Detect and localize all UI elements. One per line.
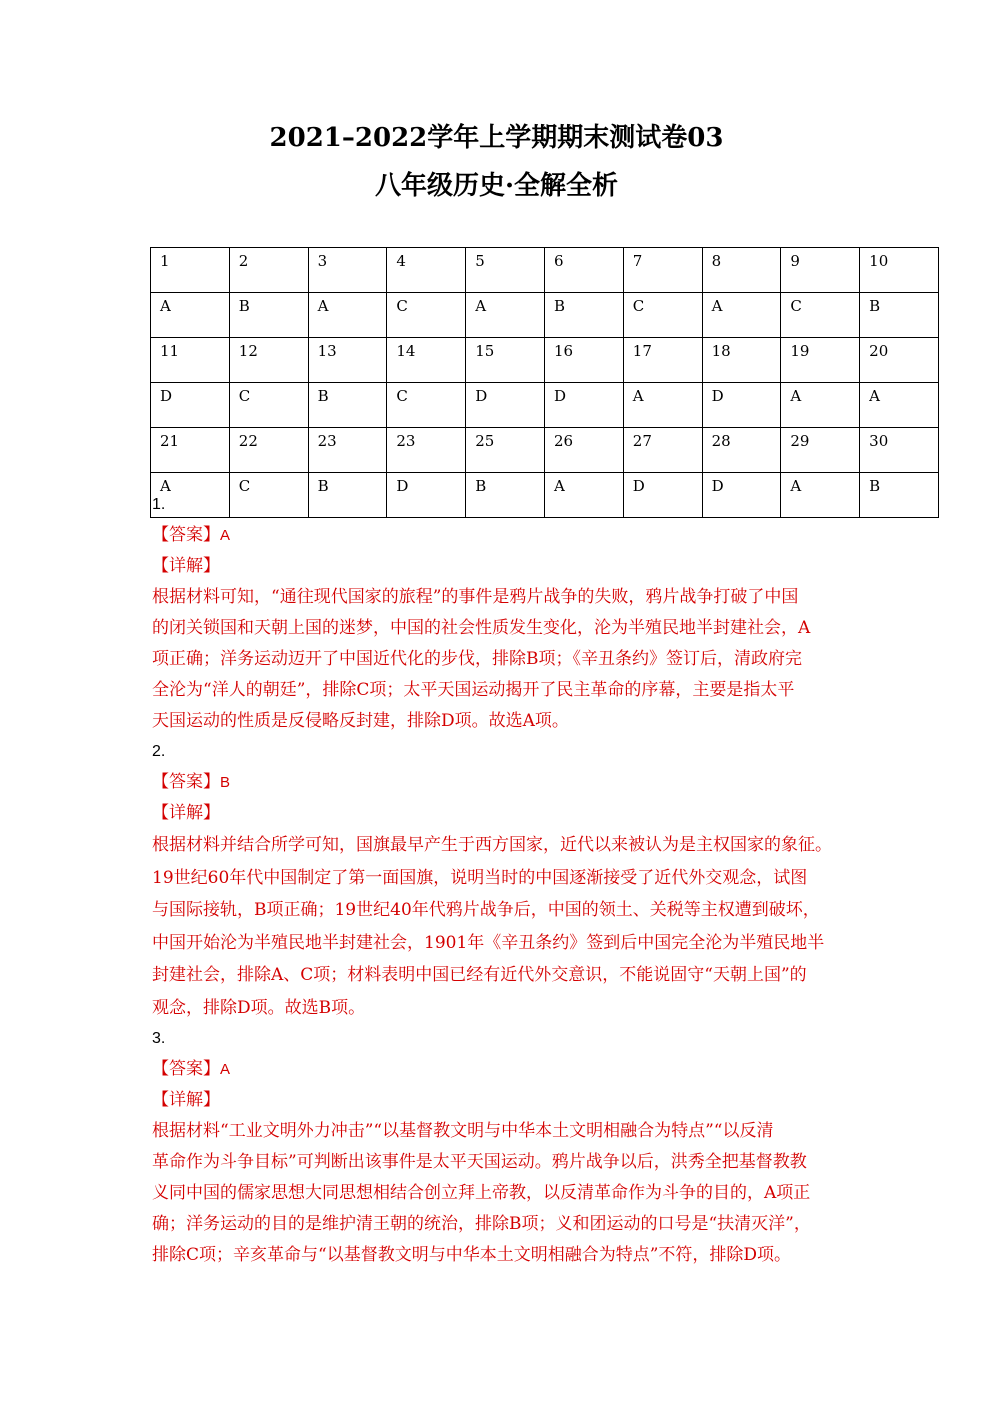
answer-cell: B [308, 473, 387, 518]
question-number-cell: 29 [781, 428, 860, 473]
answer-cell: B [860, 473, 939, 518]
answer-cell: D [544, 383, 623, 428]
answer-line [152, 1054, 852, 1085]
question-number-cell: 27 [623, 428, 702, 473]
answer-row [151, 383, 939, 428]
answer-cell: B [466, 473, 545, 518]
answer-cell: C [623, 293, 702, 338]
question-number-cell: 30 [860, 428, 939, 473]
question-number-cell: 6 [544, 248, 623, 293]
question-number-cell: 12 [229, 338, 308, 383]
question-number-row [151, 338, 939, 383]
question-number-row [151, 428, 939, 473]
answer-value: A [220, 1061, 231, 1078]
answer-row [151, 293, 939, 338]
question-number-cell: 17 [623, 338, 702, 383]
question-number-cell: 19 [781, 338, 860, 383]
answer-cell: A [781, 473, 860, 518]
explanation-line: 确；洋务运动的目的是维护清王朝的统治，排除B项；义和团运动的口号是“扶清灭洋”， [152, 1214, 811, 1234]
explanation-line: 义同中国的儒家思想大同思想相结合创立拜上帝教，以反清革命作为斗争的目的，A项正 [152, 1183, 811, 1203]
answer-cell: A [781, 383, 860, 428]
question-number-cell: 11 [151, 338, 230, 383]
answer-value: B [220, 774, 231, 791]
explanation-line: 全沦为“洋人的朝廷”，排除C项；太平天国运动揭开了民主革命的序幕，主要是指太平 [152, 680, 795, 700]
answer-cell: A [544, 473, 623, 518]
explanation-line: 项正确；洋务运动迈开了中国近代化的步伐，排除B项；《辛丑条约》签订后，清政府完 [152, 649, 802, 669]
answer-cell: B [860, 293, 939, 338]
question-number-cell: 26 [544, 428, 623, 473]
explanation-line: 根据材料并结合所学可知，国旗最早产生于西方国家，近代以来被认为是主权国家的象征。 [152, 835, 832, 855]
answer-line [152, 767, 852, 798]
answer-cell: C [387, 383, 466, 428]
explanation-line: 中国开始沦为半殖民地半封建社会，1901年《辛丑条约》签到后中国完全沦为半殖民地半 [152, 932, 825, 953]
answer-cell: A [860, 383, 939, 428]
answer-cell: C [229, 473, 308, 518]
answer-cell: A [623, 383, 702, 428]
question-number-cell: 7 [623, 248, 702, 293]
question-number: 1. [152, 496, 166, 513]
answer-value: A [220, 527, 231, 544]
explanation-line: 根据材料可知，“通往现代国家的旅程”的事件是鸦片战争的失败，鸦片战争打破了中国 [152, 587, 799, 607]
question-number-cell: 1 [151, 248, 230, 293]
explanation-line: 的闭关锁国和天朝上国的迷梦，中国的社会性质发生变化，沦为半殖民地半封建社会，A [152, 618, 811, 638]
answer-cell: B [308, 383, 387, 428]
answer-label: 【答案】 [152, 525, 220, 545]
question-number: 3. [152, 1030, 166, 1047]
answer-cell: A [151, 293, 230, 338]
question-number: 2. [152, 743, 166, 760]
question-number-cell: 15 [466, 338, 545, 383]
question-number-cell: 13 [308, 338, 387, 383]
answer-cell: A [466, 293, 545, 338]
explanation-line: 19世纪60年代中国制定了第一面国旗，说明当时的中国逐渐接受了近代外交观念，试图 [152, 867, 808, 888]
answer-table [150, 247, 939, 518]
answer-label: 【答案】 [152, 1059, 220, 1079]
answer-cell: C [387, 293, 466, 338]
answer-label: 【答案】 [152, 772, 220, 792]
question-number-cell: 16 [544, 338, 623, 383]
explanation-line: 革命作为斗争目标”可判断出该事件是太平天国运动。鸦片战争以后，洪秀全把基督教教 [152, 1152, 807, 1172]
explanation-line: 观念，排除D项。故选B项。 [152, 997, 366, 1018]
question-solution [152, 737, 852, 1024]
answer-cell: D [702, 473, 781, 518]
page-title: 2021–2022学年上学期期末测试卷03 [269, 123, 724, 153]
explanation-line: 排除C项；辛亥革命与“以基督教文明与中华本土文明相融合为特点”不符，排除D项。 [152, 1245, 792, 1265]
question-solution [152, 1024, 852, 1271]
answer-cell: D [151, 383, 230, 428]
question-number-cell: 5 [466, 248, 545, 293]
question-number-cell: 18 [702, 338, 781, 383]
question-number-cell: 28 [702, 428, 781, 473]
explanation-line: 与国际接轨，B项正确；19世纪40年代鸦片战争后，中国的领土、关税等主权遭到破坏， [152, 900, 820, 920]
question-number-cell: 2 [229, 248, 308, 293]
explanation-line: 根据材料“工业文明外力冲击”“以基督教文明与中华本土文明相融合为特点”“以反清 [152, 1121, 774, 1141]
question-number-cell: 3 [308, 248, 387, 293]
answer-cell: B [544, 293, 623, 338]
question-number-cell: 10 [860, 248, 939, 293]
answer-cell: B [229, 293, 308, 338]
question-number-row [151, 248, 939, 293]
answer-cell: D [623, 473, 702, 518]
answer-cell: C [781, 293, 860, 338]
question-number-cell: 4 [387, 248, 466, 293]
question-number-cell: 20 [860, 338, 939, 383]
detail-label: 【详解】 [152, 556, 220, 576]
question-number-cell: 22 [229, 428, 308, 473]
question-number-cell: 23 [308, 428, 387, 473]
question-number-cell: 25 [466, 428, 545, 473]
question-number-cell: 21 [151, 428, 230, 473]
answer-line [152, 520, 852, 551]
answer-cell: D [387, 473, 466, 518]
question-number-cell: 14 [387, 338, 466, 383]
explanation-line: 天国运动的性质是反侵略反封建，排除D项。故选A项。 [152, 711, 569, 731]
question-number-cell: 23 [387, 428, 466, 473]
page-subtitle: 八年级历史·全解全析 [374, 171, 619, 201]
question-solution [152, 490, 852, 737]
answer-cell: A [702, 293, 781, 338]
answer-cell: D [702, 383, 781, 428]
answer-cell: C [229, 383, 308, 428]
answer-cell: A [308, 293, 387, 338]
explanation-line: 封建社会，排除A、C项；材料表明中国已经有近代外交意识，不能说固守“天朝上国”的 [152, 965, 807, 985]
detail-label: 【详解】 [152, 803, 220, 823]
question-number-cell: 9 [781, 248, 860, 293]
solutions-section [152, 490, 852, 1271]
answer-cell: A [151, 473, 230, 518]
question-number-cell: 8 [702, 248, 781, 293]
detail-label: 【详解】 [152, 1090, 220, 1110]
answer-cell: D [466, 383, 545, 428]
